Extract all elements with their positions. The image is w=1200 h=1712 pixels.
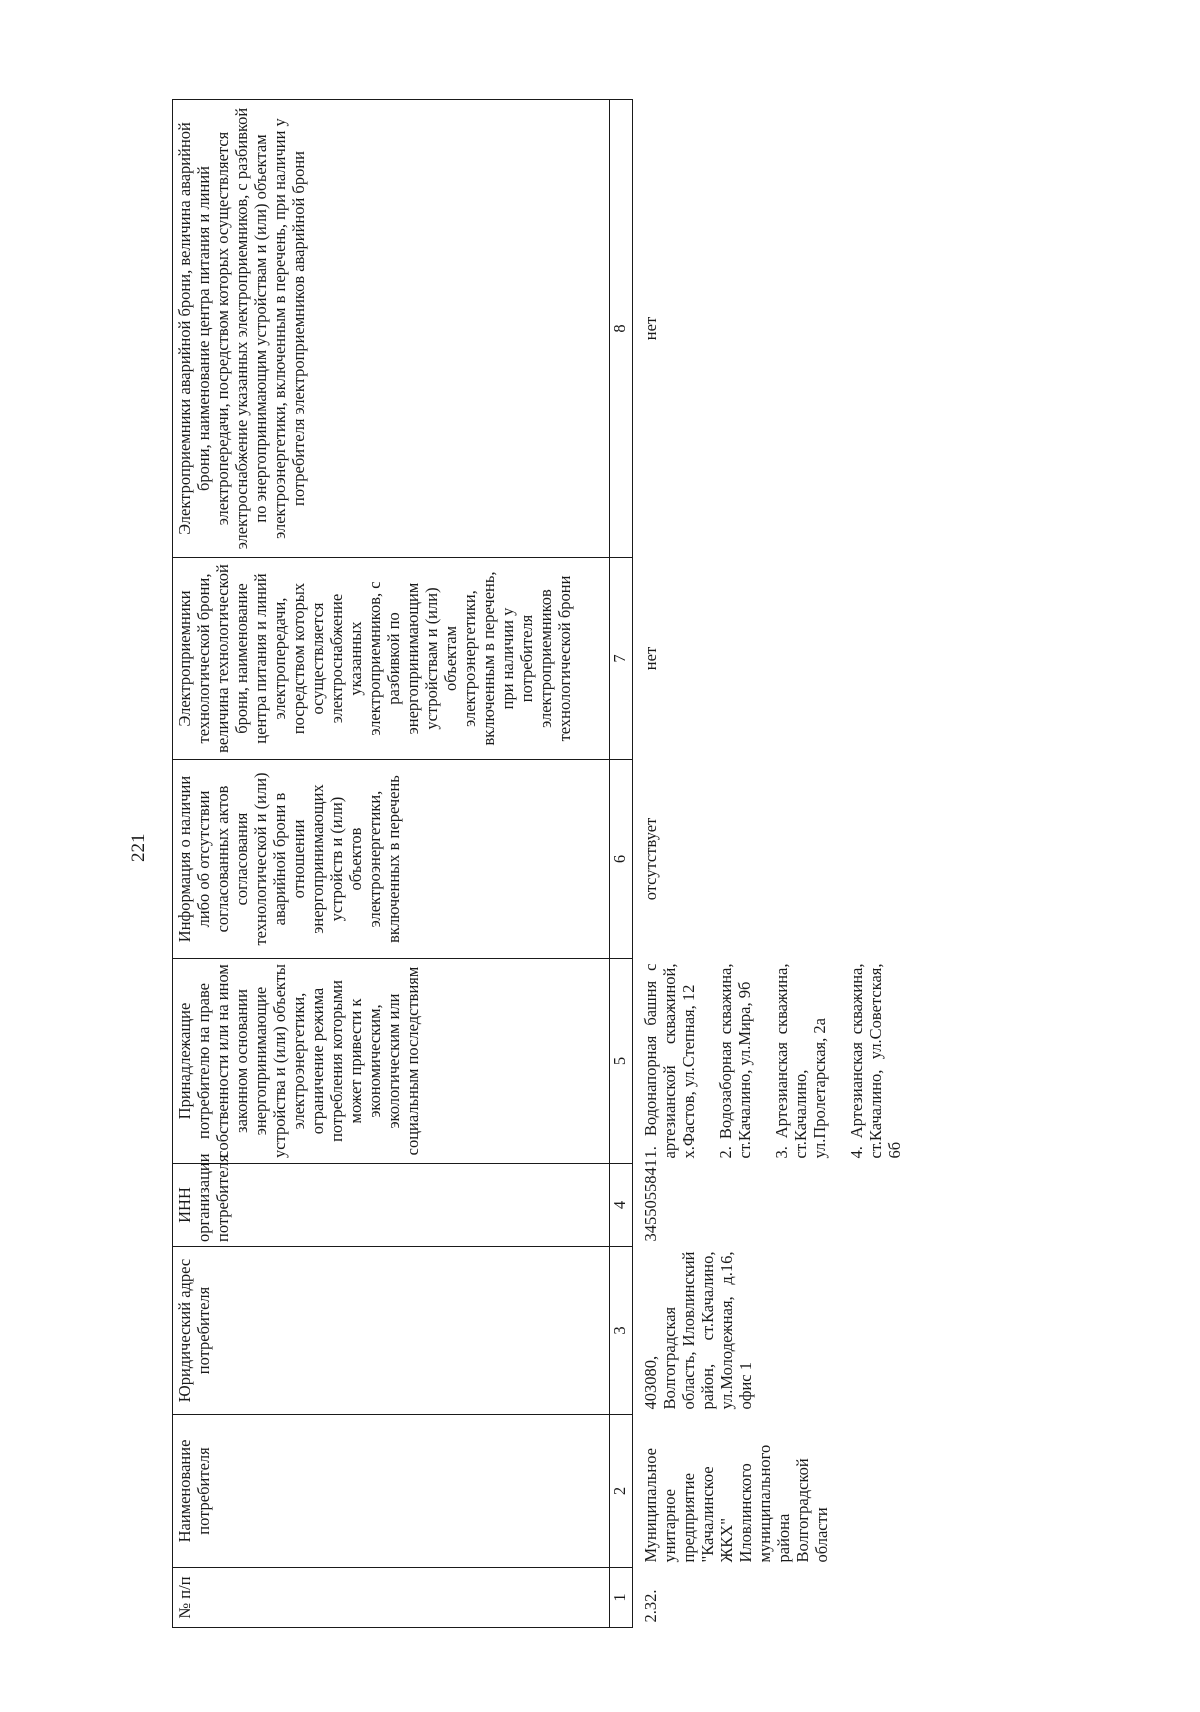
object-item: 4. Артезианская скважина, ст.Качалино, ул.Советская, 6б	[847, 963, 904, 1159]
column-number: 3	[610, 1247, 633, 1415]
consumer-inn: 3455055841	[641, 1159, 660, 1242]
consumer-table	[172, 99, 930, 1628]
column-number: 4	[610, 1164, 633, 1247]
column-number: 8	[610, 100, 633, 558]
header-tech-reserve: Электроприемники технологической брони, величина технологической брони, наименование центра питания и линий электропередачи, посредством которых осуществляется электроснабжение указанных электроприемников, с разбивкой по энергопринимающим устройствам и (или) объектам электроэнергетики, включенным в перечень, при наличии у потребителя электроприемников технологической брони	[173, 558, 610, 760]
header-emergency-reserve: Электроприемники аварийной брони, величина аварийной брони, наименование центра питания и линий электропередачи, посредством которых осуществляется электроснабжение указанных электроприемников, с разбивкой по энергопринимающим устройствам и (или) объектам электроэнергетики, включенным в перечень, при наличии у потребителя электроприемников аварийной брони	[173, 100, 610, 558]
table-row	[633, 100, 931, 1628]
consumer-address: 403080, Волгоградская область, Иловлинский район, ст.Качалино, ул.Молодежная, д.16, офис 1	[641, 1251, 755, 1410]
header-agreement: Информация о наличии либо об отсутствии согласованных актов согласования технологической и (или) аварийной брони в отношении энергопринимающих устройств и (или) объектов электроэнергетики, включенных в перечень	[173, 760, 610, 959]
page-number: 221	[128, 833, 149, 862]
column-number: 2	[610, 1415, 633, 1568]
object-item: 3. Артезианская скважина, ст.Качалино, ул.Пролетарская, 2а	[772, 963, 829, 1159]
column-number-row	[610, 100, 633, 1628]
agreement-info: отсутствует	[641, 817, 660, 901]
header-inn: ИНН организации потребителя	[173, 1164, 610, 1247]
row-num: 2.32.	[641, 1589, 660, 1623]
column-number: 7	[610, 558, 633, 760]
object-item: 1. Водонапорная башня с артезианской скважиной, х.Фастов, ул.Степная, 12	[641, 963, 698, 1159]
header-row	[173, 100, 610, 1628]
header-objects: Принадлежащие потребителю на праве собственности или на ином законном основании энергопринимающие устройства и (или) объекты электроэнергетики, ограничение режима потребления которыми может привести к экономическим, экологическим или социальным последствиям	[173, 959, 610, 1164]
column-number: 5	[610, 959, 633, 1164]
object-item: 2. Водозаборная скважина, ст.Качалино, ул.Мира, 9б	[716, 963, 754, 1159]
consumer-name: Муниципальное унитарное предприятие "Качалинское ЖКХ" Иловлинского муниципального района Волгоградской области	[641, 1444, 831, 1563]
consumer-objects	[633, 959, 931, 1164]
tech-reserve-value: нет	[641, 646, 660, 671]
header-address: Юридический адрес потребителя	[173, 1247, 610, 1415]
header-num: № п/п	[173, 1568, 610, 1628]
emergency-reserve-value: нет	[641, 316, 660, 341]
header-name: Наименование потребителя	[173, 1415, 610, 1568]
column-number: 6	[610, 760, 633, 959]
column-number: 1	[610, 1568, 633, 1628]
rotated-table-container	[172, 100, 1112, 1628]
